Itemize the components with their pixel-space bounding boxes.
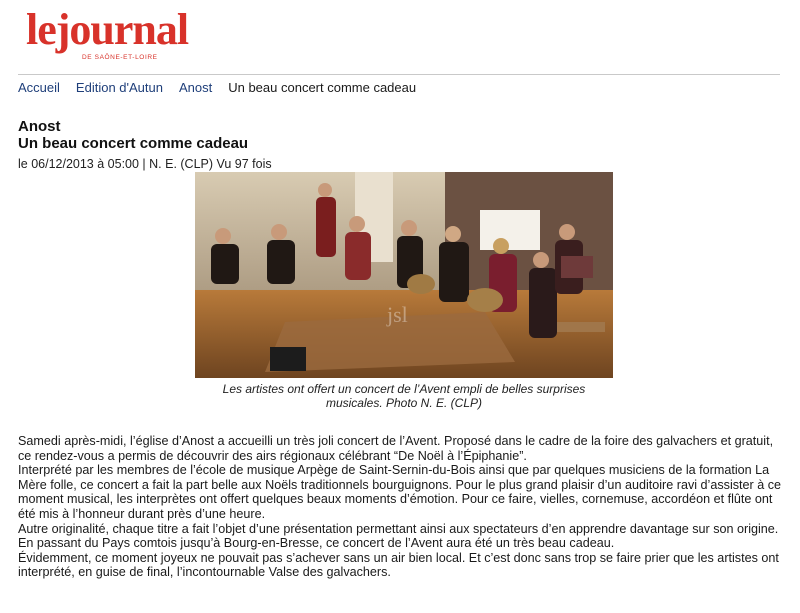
article-paragraph: Évidemment, ce moment joyeux ne pouvait pas s’achever sans un air bien local. Et c’est donc sans trop se faire prier que les artistes ont interprété, en guise de final, l’incontournable Valse des galvachers.	[18, 550, 779, 580]
breadcrumb-town-link[interactable]: Anost	[178, 80, 213, 95]
article-paragraph: Samedi après-midi, l’église d’Anost a accueilli un très joli concert de l’Avent. Proposé dans le cadre de la foire des galvachers et gratuit, ce rendez-vous a permis de découvrir des airs régionaux célébrant “De Noël à l’Épiphanie”.	[18, 434, 774, 463]
photo-watermark: jsl	[387, 302, 408, 327]
header-divider	[18, 74, 780, 75]
article-paragraph: Interprété par les membres de l’école de musique Arpège de Saint-Sernin-du-Bois ainsi que par quelques musiciens de la formation La Mère folle, ce concert a fait la part belle aux Noëls traditionnels bourguignons. Pour le plus grand plaisir d’un auditoire ravi d’assister à ce moment musical, les interprètes ont offert quelques beaux moments d’émotion. Pour ce faire, vielles, cornemuse, accordéon et flûte ont été mis à l’honneur durant près d’une heure.	[18, 463, 782, 521]
breadcrumb	[18, 80, 416, 95]
concert-photo-illustration	[195, 172, 613, 378]
breadcrumb-current-article[interactable]: Un beau concert comme cadeau	[228, 80, 417, 95]
breadcrumb-home-link[interactable]: Accueil	[18, 80, 60, 95]
article-kicker: Anost	[18, 118, 61, 135]
article-headline: Un beau concert comme cadeau	[18, 135, 249, 152]
photo-caption: Les artistes ont offert un concert de l’Avent empli de belles surprises musicales. Photo N. E. (CLP)	[222, 382, 586, 410]
article-photo	[195, 172, 613, 378]
article-body	[18, 434, 786, 580]
breadcrumb-edition-link[interactable]: Edition d'Autun	[75, 80, 163, 95]
logo-subtitle: DE SAÔNE-ET-LOIRE	[82, 54, 158, 61]
article-meta: le 06/12/2013 à 05:00 | N. E. (CLP) Vu 97 fois	[18, 157, 272, 171]
article-paragraph: Autre originalité, chaque titre a fait l’objet d’une présentation permettant ainsi aux spectateurs d’en apprendre davantage sur son origine. En passant du Pays comtois jusqu’à Bourg-en-Bresse, ce concert de l’Avent aura été un très beau cadeau.	[18, 521, 779, 551]
logo-wordmark: lejournal	[26, 5, 189, 54]
site-logo[interactable]	[26, 5, 256, 70]
